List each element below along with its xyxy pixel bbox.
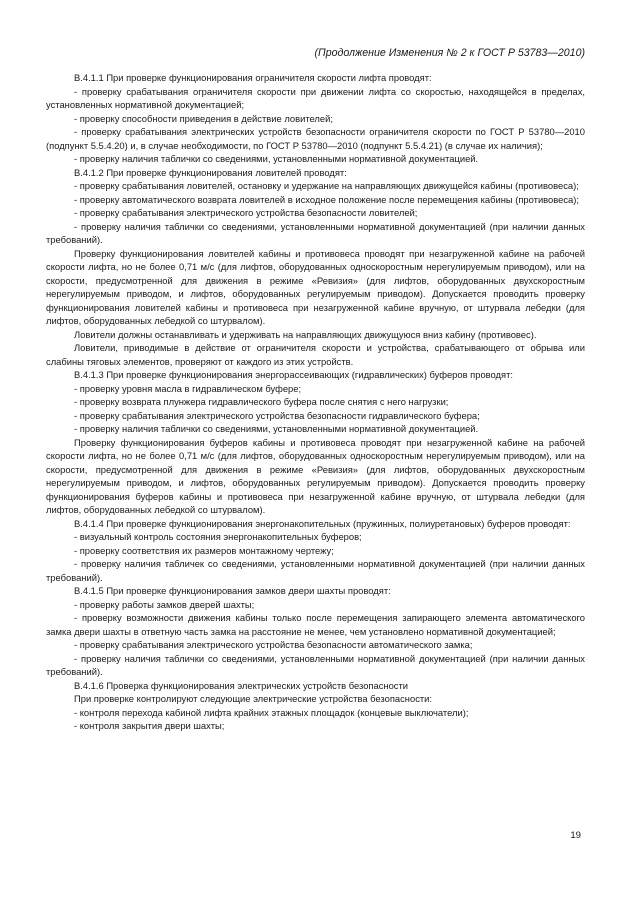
- list-item: - проверку срабатывания электрического устройства безопасности автоматического замка;: [74, 639, 473, 650]
- list-item: - проверку наличия таблички со сведениями, установленными нормативной документацией.: [74, 153, 479, 164]
- paragraph: Ловители должны останавливать и удерживать на направляющих движущуюся вниз кабину (противовес).: [74, 328, 537, 340]
- list-item: - проверку срабатывания ловителей, остановку и удержание на направляющих движущейся кабины (противовеса);: [74, 180, 579, 191]
- list-item: - проверку срабатывания электрического устройства безопасности ловителей;: [74, 207, 418, 218]
- list-item: - визуальный контроль состояния энергонакопительных буферов;: [74, 531, 362, 542]
- list-item: - проверку срабатывания ограничителя скорости при движении лифта со скоростью, находящейся в пределах, установленных нормативной документацией;: [46, 85, 585, 110]
- list-item: - проверку способности приведения в действие ловителей;: [74, 112, 333, 124]
- list-item: - контроля перехода кабиной лифта крайних этажных площадок (концевые выключатели);: [74, 706, 469, 718]
- list-item: - проверку соответствия их размеров монтажному чертежу;: [74, 544, 334, 556]
- list-item: - проверку возврата плунжера гидравлического буфера после снятия с него нагрузки;: [74, 396, 449, 407]
- clause-b4-1-6: В.4.1.6 Проверка функционирования электрических устройств безопасности: [74, 679, 409, 691]
- clause-b4-1-3: В.4.1.3 При проверке функционирования энергорассеивающих (гидравлических) буферов проводят:: [74, 369, 513, 380]
- paragraph: Ловители, приводимые в действие от ограничителя скорости и устройства, срабатывающего от обрыва или слабины тяговых элементов, проверяют от каждого из этих устройств.: [46, 342, 585, 367]
- list-item: - проверку срабатывания электрического устройства безопасности гидравлического буфера;: [74, 409, 480, 421]
- clause-b4-1-4: В.4.1.4 При проверке функционирования энергонакопительных (пружинных, полиуретановых) буферов проводят:: [74, 517, 571, 529]
- list-item: - проверку работы замков дверей шахты;: [74, 598, 255, 610]
- list-item: - проверку уровня масла в гидравлическом буфере;: [74, 382, 302, 394]
- paragraph: Проверку функционирования ловителей кабины и противовеса проводят при незагруженной кабине на рабочей скорости лифта, но не более 0,71 м/с (для лифтов, оборудованных односкоростным нерегулируемым приводом), или на скорости, предусмотренной для движения в режиме «Ревизия» (для лифтов, оборудованных двухскоростным нерегулируемым приводом, и лифтов, оборудованных регулируемым приводом). Допускается проводить проверку функционирования ловителей кабины и противовеса при незагруженной кабине вручную, от штурвала лебедки (для лифтов, оборудованных лебедкой со штурвалом).: [46, 247, 585, 326]
- clause-b4-1-1: В.4.1.1 При проверке функционирования ограничителя скорости лифта проводят:: [74, 72, 432, 83]
- paragraph: Проверку функционирования буферов кабины и противовеса проводят при незагруженной кабине на рабочей скорости лифта, но не более 0,71 м/с (для лифтов, оборудованных односкоростным нерегулируемым приводом), или на скорости, предусмотренной для движения в режиме «Ревизия» (для лифтов, оборудованных двухскоростным нерегулируемым приводом, и лифтов, оборудованных регулируемым приводом). Допускается проводить проверку функционирования буферов кабины и противовеса при незагруженной кабине вручную, от штурвала лебедки (для лифтов, оборудованных лебедкой со штурвалом).: [46, 436, 585, 515]
- list-item: - проверку возможности движения кабины только после перемещения запирающего элемента автоматического замка двери шахты в ответную часть замка на расстояние не менее, чем установлено нормативной документацией;: [46, 612, 585, 637]
- running-header: (Продолжение Изменения № 2 к ГОСТ Р 53783—2010): [314, 47, 585, 59]
- list-item: - проверку наличия таблички со сведениями, установленными нормативной документацией (при наличии данных требований).: [46, 652, 585, 677]
- list-item: - проверку наличия табличек со сведениями, установленными нормативной документацией (при наличии данных требований).: [46, 558, 585, 583]
- page-number: 19: [570, 830, 581, 841]
- list-item: - проверку автоматического возврата ловителей в исходное положение после перемещения кабины (противовеса);: [74, 193, 579, 205]
- list-item: - контроля закрытия двери шахты;: [74, 720, 225, 731]
- list-item: - проверку наличия таблички со сведениями, установленными нормативной документацией (при наличии данных требований).: [46, 220, 585, 245]
- paragraph: При проверке контролируют следующие электрические устройства безопасности:: [74, 693, 433, 704]
- clause-b4-1-5: В.4.1.5 При проверке функционирования замков двери шахты проводят:: [74, 585, 391, 596]
- clause-b4-1-2: В.4.1.2 При проверке функционирования ловителей проводят:: [74, 166, 347, 178]
- list-item: - проверку наличия таблички со сведениями, установленными нормативной документацией.: [74, 423, 479, 434]
- document-body: [46, 71, 585, 733]
- list-item: - проверку срабатывания электрических устройств безопасности ограничителя скорости по ГОСТ Р 53780—2010 (подпункт 5.5.4.20) и, в случае необходимости, по ГОСТ Р 53780—2010 (подпункт 5.5.4.21) (в случае их наличия);: [46, 126, 585, 151]
